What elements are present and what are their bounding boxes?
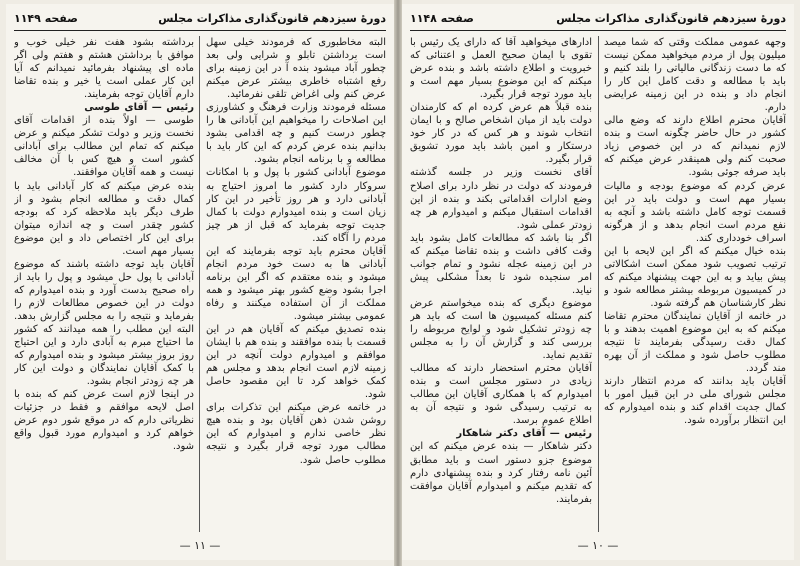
page-number-label: صفحه ۱۱۴۹	[14, 12, 78, 25]
paragraph: آقای نخست وزیر در جلسه گذشته فرمودند که دولت در نظر دارد برای اصلاح وضع ادارات اقداماتی بکند و بنده از این اقدامات استقبال میکنم و امیدوارم هر چه زودتر عملی شود.	[410, 167, 592, 231]
book-gutter	[394, 0, 402, 566]
paragraph: بنده خیال میکنم که اگر این لایحه با این ترتیب تصویب شود ممکن است اشکالاتی پیش بیاید و به این جهت پیشنهاد میکنم که در کمیسیون مربوطه بیشتر مطالعه شود و نظر کارشناسان هم گرفته شود.	[604, 245, 786, 309]
text-column-right	[604, 36, 786, 532]
page-header	[410, 10, 786, 28]
paragraph: برداشته بشود هفت نفر خیلی خوب و موافق با برداشتن هشتم و هفتم ولی اگر ماده ای پیشنهاد بفرمائید نمیدانم که آیا این کار عملی است یا خیر و بنده تقاضا دارم آقایان توجه بفرمایند.	[14, 37, 194, 101]
paragraph: اگر بنا باشد که مطالعات کامل بشود باید وقت کافی داشت و بنده تقاضا میکنم که در این زمینه عجله نشود و تمام جوانب امر سنجیده شود تا بعداً مشکلی پیش نیاید.	[410, 232, 592, 296]
paragraph: در اینجا لازم است عرض کنم که بنده با اصل لایحه موافقم و فقط در جزئیات نظریاتی دارم که در موقع شور دوم عرض خواهم کرد و امیدوارم مورد قبول واقع شود.	[14, 389, 194, 453]
paragraph: آقایان باید بدانند که مردم انتظار دارند مجلس شورای ملی در این قبیل امور با کمال جدیت اقدام کند و بنده امیدوارم که این انتظار برآورده شود.	[604, 376, 786, 427]
session-label: دورهٔ سیزدهم قانون‌گذاری	[644, 12, 786, 25]
paragraph: عرض کردم که موضوع بودجه و مالیات بسیار مهم است و دولت باید در این قسمت توجه کامل داشته باشد و آنچه به نفع مردم است انجام بدهد و از هرگونه اسراف خودداری کند.	[604, 180, 786, 244]
paragraph: بنده عرض میکنم که کار آبادانی باید با کمال دقت و مطالعه انجام بشود و از طرف دیگر باید ملاحظه کرد که بودجه کشور چقدر است و چه اندازه میتوان برای این کار اختصاص داد و این موضوع بسیار مهم است.	[14, 180, 194, 257]
text-column-left	[410, 36, 592, 532]
paragraph: در خاتمه از آقایان نمایندگان محترم تقاضا میکنم که به این موضوع اهمیت بدهند و با کمال دقت رسیدگی بفرمایند تا نتیجه مطلوب حاصل شود و مملکت از آن بهره مند گردد.	[604, 310, 786, 375]
paragraph: آقایان باید توجه داشته باشند که موضوع آبادانی با پول حل میشود و پول را باید از راه صحیح بدست آورد و بنده امیدوارم که دولت در این خصوص مطالعات لازم را بفرماید و نتیجه را به مجلس گزارش بدهد.	[14, 258, 194, 322]
folio-number: — ۱۰ —	[577, 539, 619, 552]
paragraph: آقایان محترم باید توجه بفرمایند که این آبادانی ها به دست خود مردم انجام میشود و بنده معتقدم که اگر این برنامه اجرا بشود وضع کشور بهتر میشود و همه مملکت از آن استفاده میکنند و رفاه عمومی بیشتر میشود.	[206, 245, 386, 322]
text-column-left	[14, 36, 194, 532]
paragraph: دکتر شاهکار — بنده عرض میکنم که این موضوع جزو دستور است و باید مطابق آئین نامه رفتار کرد و بنده پیشنهادی دارم که تقدیم میکنم و امیدوارم آقایان موافقت بفرمایند.	[410, 441, 592, 505]
paragraph: بنده قبلاً هم عرض کرده ام که کارمندان دولت باید از میان اشخاص صالح و با ایمان انتخاب شوند و هر کس که در کار خود درستکار و امین باشد باید مورد تشویق قرار بگیرد.	[410, 102, 592, 166]
paragraph: در خاتمه عرض میکنم این تذکرات برای روشن شدن ذهن آقایان بود و بنده هیچ نظر خاصی ندارم و امیدوارم که این مطالب مورد توجه قرار بگیرد و نتیجه مطلوب حاصل شود.	[206, 402, 386, 466]
paragraph: بنده تصدیق میکنم که آقایان هم در این قسمت با بنده موافقند و بنده هم با ایشان موافقم و امیدوارم دولت آنچه در این زمینه لازم است انجام بدهد و مجلس هم کمک خواهد کرد تا این مقصود حاصل شود.	[206, 324, 386, 401]
publication-title: مذاکرات مجلس	[556, 12, 640, 25]
paragraph: موضوع آبادانی کشور با پول و با امکانات سروکار دارد کشور ما امروز احتیاج به آبادانی دارد و هر روز تأخیر در این کار زیان است و بنده امیدوارم دولت با کمال جدیت توجه بفرماید که قبل از هر چیز مردم را آگاه کند.	[206, 167, 386, 244]
page-1148	[402, 4, 794, 560]
header-rule	[14, 30, 386, 31]
session-label: دورهٔ سیزدهم قانون‌گذاری	[244, 12, 386, 25]
speaker-line: رئیس — آقای طوسی	[84, 102, 194, 114]
paragraph: البته این مطلب را همه میدانند که کشور ما احتیاج مبرم به آبادی دارد و این احتیاج روز بروز بیشتر میشود و بنده امیدوارم که با کمک آقایان نمایندگان و دولت این کار هر چه زودتر انجام بشود.	[14, 324, 194, 388]
page-1149	[6, 4, 394, 560]
paragraph: طوسی — اولاً بنده از اقدامات آقای نخست وزیر و دولت تشکر میکنم و عرض میکنم که تمام این مطالب برای آبادانی کشور است و هیچ کس با آن مخالف نیست و همه آقایان موافقند.	[14, 115, 194, 179]
paragraph: البته مخاطبوری که فرمودند خیلی سهل است برداشتن تابلو و شرایی ولی بعد چطور آباد میشود بنده آ در این زمینه برای رفع اشتباه خاطری بیشتر عرض میکنم عرض کنم ولی اغراض تلقی نفرمائید.	[206, 37, 386, 101]
paragraph: موضوع دیگری که بنده میخواستم عرض کنم مسئله کمیسیون ها است که باید هر چه زودتر تشکیل شود و لوایح مربوطه را بررسی کند و گزارش آن را به مجلس تقدیم نماید.	[410, 297, 592, 362]
column-divider	[199, 36, 200, 532]
paragraph: آقایان محترم استحضار دارند که مطالب زیادی در دستور مجلس است و بنده امیدوارم که با همکاری آقایان این مطالب به ترتیب رسیدگی شود و نتیجه آن به اطلاع عموم برسد.	[410, 363, 592, 427]
publication-title: مذاکرات مجلس	[158, 12, 242, 25]
paragraph: وجهه عمومی مملکت وقتی که شما میصد میلیون پول از مردم میخواهید ممکن نیست که ما دست زندگانی مالیاتی را بلند کنیم و باید با مطالعه و دقت کامل این کار را انجام داد و بنده در این زمینه عرایضی دارم.	[604, 37, 786, 114]
column-divider	[598, 36, 599, 532]
header-rule	[410, 30, 786, 31]
page-header	[14, 10, 386, 28]
page-number-label: صفحه ۱۱۴۸	[410, 12, 474, 25]
speaker-line: رئیس — آقای دکتر شاهکار	[456, 428, 592, 440]
paragraph: مسئله فرمودند وزارت فرهنگ و کشاورزی این اصلاحات را میخواهیم این آبادانی ها را چطور درست کنیم و چه اقدامی بشود بدانیم بنده عرض کردم که این کار باید با مطالعه و با برنامه انجام بشود.	[206, 102, 386, 166]
paragraph: آقایان محترم اطلاع دارند که وضع مالی کشور در حال حاضر چگونه است و بنده لازم نمیدانم که در این خصوص زیاد صحبت کنم ولی همینقدر عرض میکنم که باید صرفه جوئی بشود.	[604, 115, 786, 179]
folio-number: — ۱۱ —	[179, 539, 221, 552]
text-column-right	[206, 36, 386, 532]
paragraph: ادارهای میخواهید آقا که دارای یک رئیس با تقوی با ایمان صحیح العمل و اعتنائی که خبرویت و اطلاع داشته باشد و بنده عرض میکنم که این موضوع بسیار مهم است و باید مورد توجه قرار بگیرد.	[410, 37, 592, 101]
